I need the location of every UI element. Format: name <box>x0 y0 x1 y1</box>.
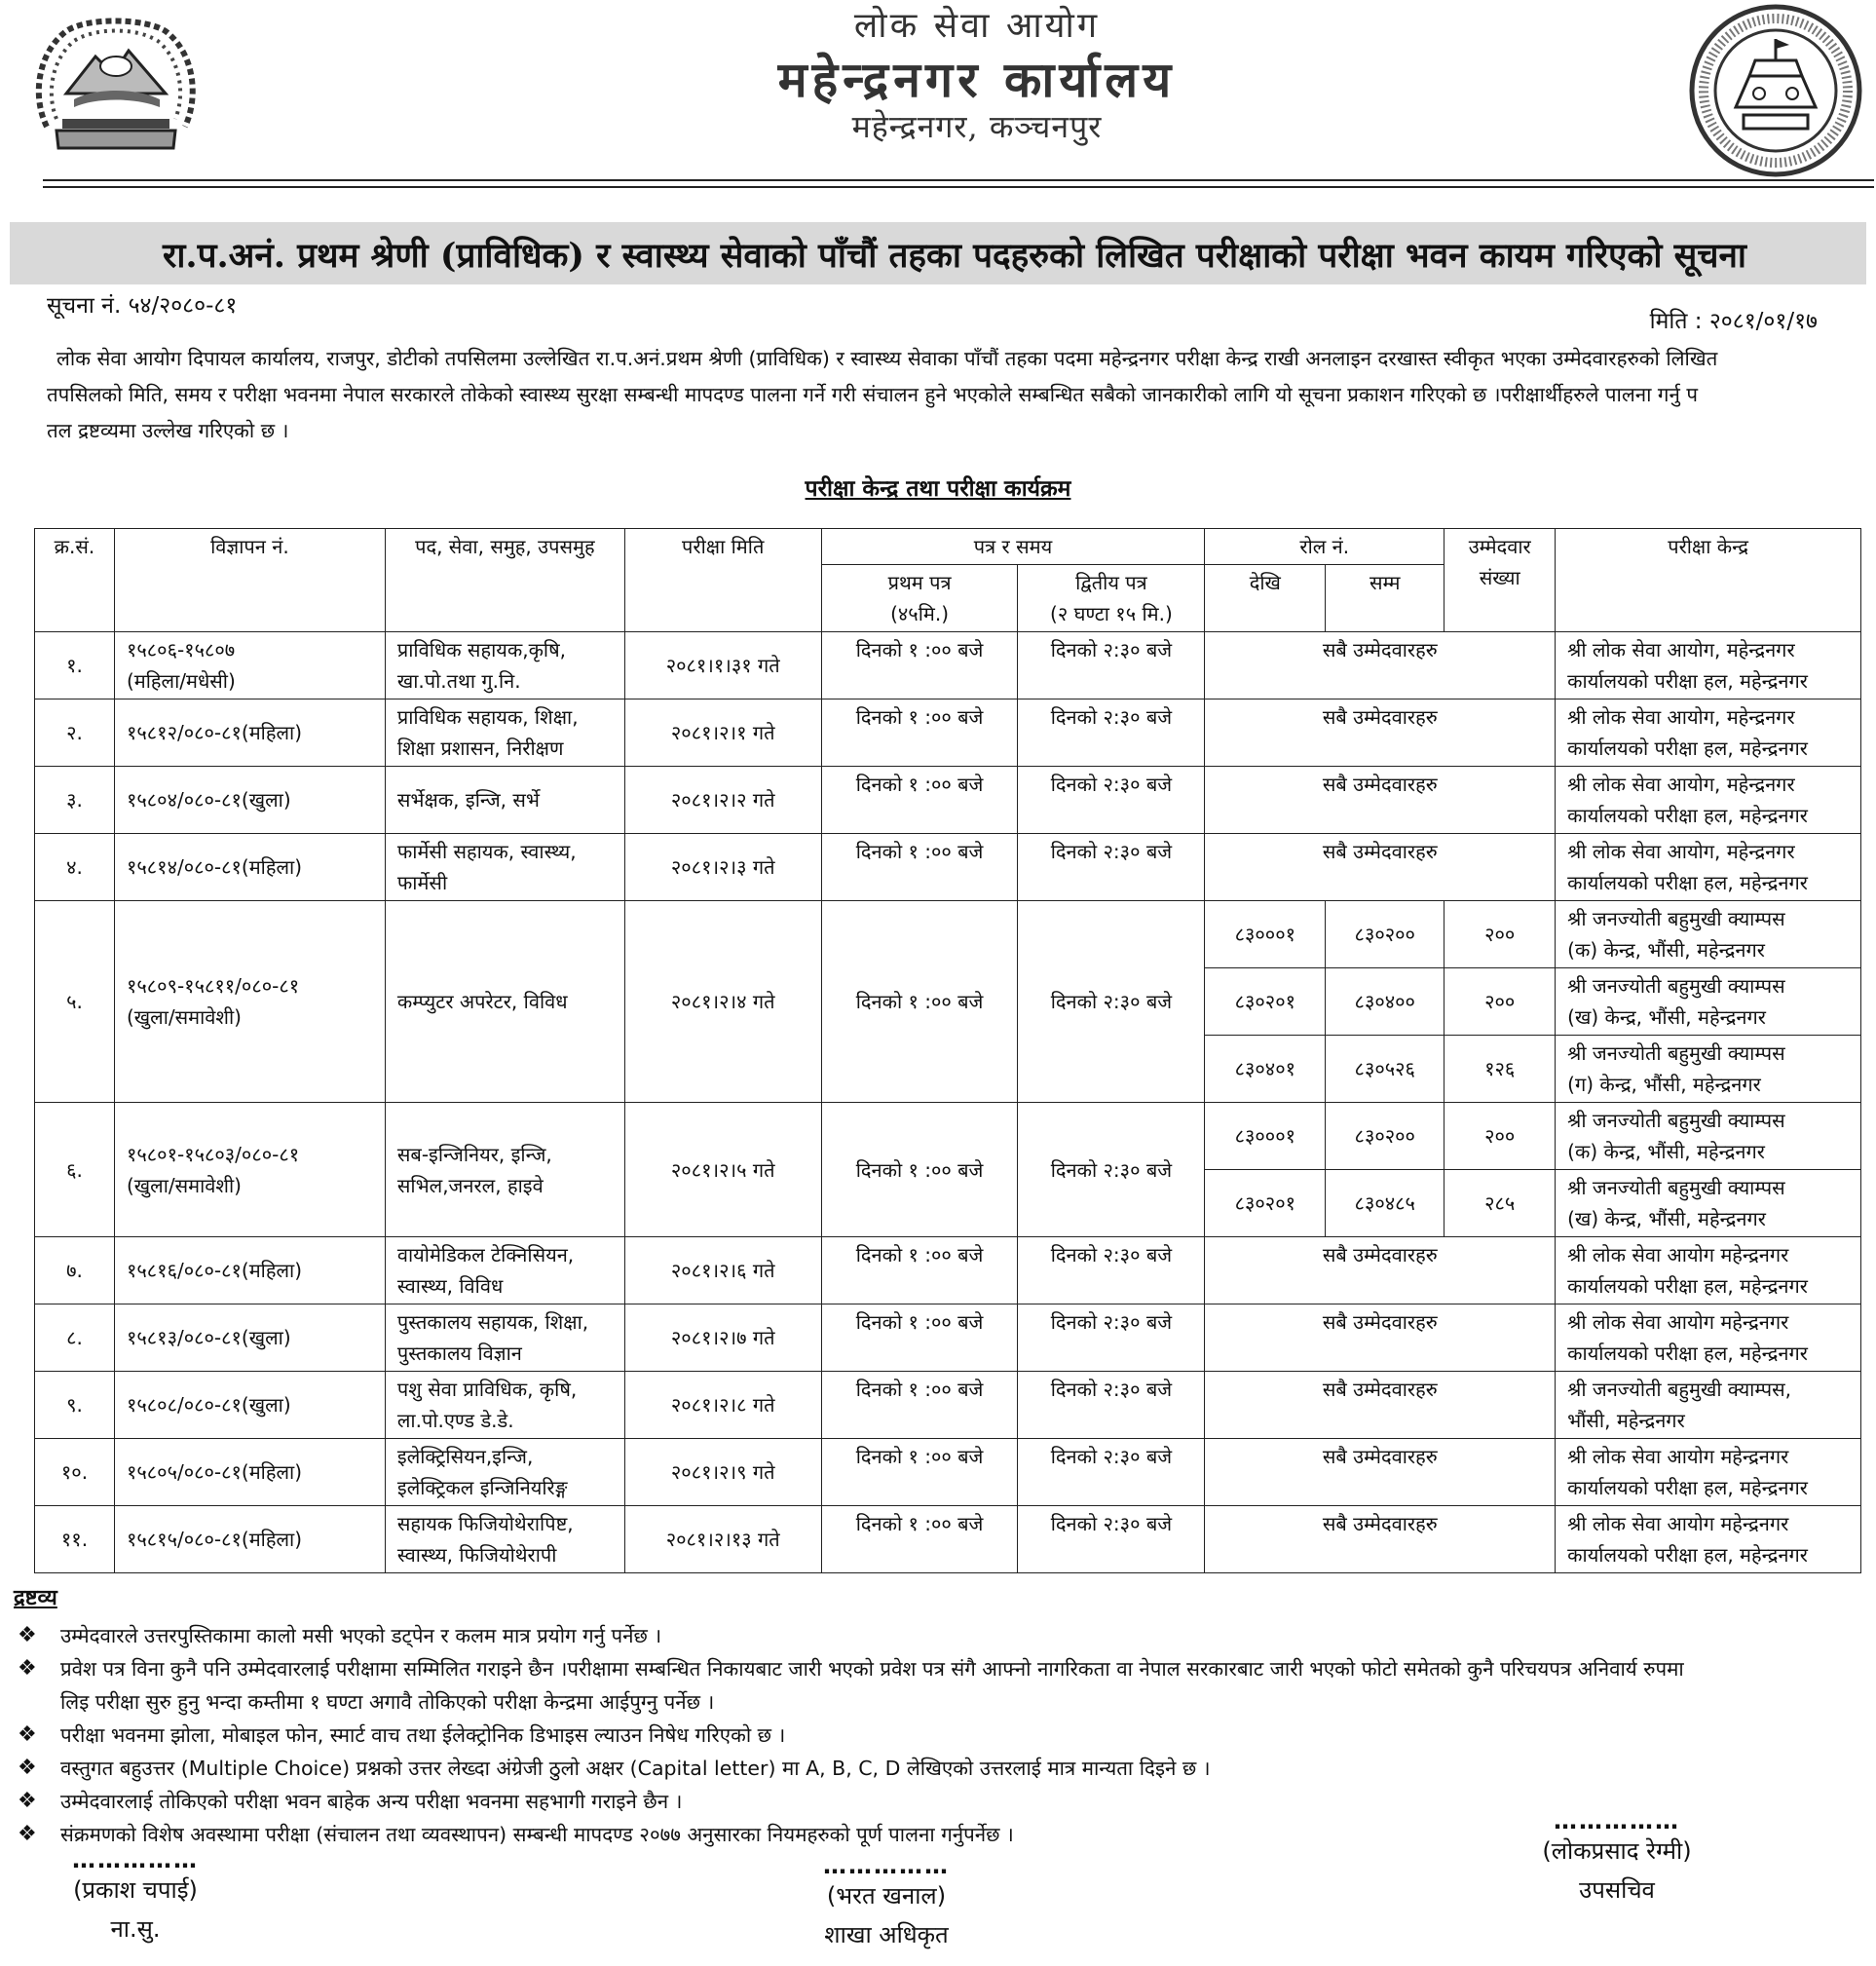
cell-roll-from: ८३०००१ <box>1205 901 1326 968</box>
cell-line: वायोमेडिकल टेक्निसियन, <box>396 1243 575 1267</box>
cell-exam-date: २०८१।२।५ गते <box>624 1103 821 1237</box>
remarks-heading: द्रष्टव्य <box>14 1586 57 1610</box>
cell-roll-to: ८३०४८५ <box>1326 1170 1445 1237</box>
section-title: परीक्षा केन्द्र तथा परीक्षा कार्यक्रम <box>805 476 1071 502</box>
cell-paper1-time: दिनको १ :०० बजे <box>821 767 1018 834</box>
intro-line: तपसिलको मिति, समय र परीक्षा भवनमा नेपाल सरकारले तोकेको स्वास्थ्य सुरक्षा सम्बन्धी मापदण्ड पालना गर्ने गरी संचालन हुने भएकोले सम्बन्धित सबैको जानकारीको लागि यो सूचना प्रकाशन गरिएको छ ।परीक्षार्थीहरुले पालना गर्नु प <box>47 383 1699 406</box>
cell-sn: १. <box>35 632 115 699</box>
cell-line: पुस्तकालय विज्ञान <box>396 1342 522 1365</box>
signatory-title: उपसचिव <box>1579 1876 1655 1904</box>
cell-exam-center <box>1556 1304 1861 1372</box>
col-header-exam-date: परीक्षा मिति <box>624 529 821 632</box>
remark-item <box>18 1752 1868 1785</box>
cell-exam-date: २०८१।२।९ गते <box>624 1439 821 1506</box>
table-row <box>35 699 1861 767</box>
col-header-candidates: उम्मेदवार संख्या <box>1445 529 1556 632</box>
cell-exam-center <box>1556 1170 1861 1237</box>
cell-line: पुस्तकालय सहायक, शिक्षा, <box>396 1310 589 1334</box>
table-row <box>35 1439 1861 1506</box>
cell-line: श्री लोक सेवा आयोग महेन्द्रनगर <box>1567 1445 1789 1468</box>
cell-line: श्री जनज्योती बहुमुखी क्याम्पस, <box>1567 1378 1791 1401</box>
cell-line: श्री लोक सेवा आयोग, महेन्द्रनगर <box>1567 773 1795 796</box>
cell-post <box>385 1103 624 1237</box>
cell-post <box>385 1237 624 1304</box>
cell-line: कार्यालयको परीक्षा हल, महेन्द्रनगर <box>1567 737 1808 760</box>
cell-line: कार्यालयको परीक्षा हल, महेन्द्रनगर <box>1567 1543 1808 1567</box>
cell-adv <box>114 1439 385 1506</box>
col-header-roll-to: सम्म <box>1326 565 1445 632</box>
col-header-paper1: प्रथम पत्र (४५मि.) <box>821 565 1018 632</box>
cell-roll-all: सबै उम्मेदवारहरु <box>1205 1506 1556 1573</box>
cell-sn: २. <box>35 699 115 767</box>
cell-line: श्री जनज्योती बहुमुखी क्याम्पस <box>1567 1176 1785 1199</box>
notice-number: सूचना नं. ५४/२०८०-८१ <box>47 293 238 319</box>
cell-line: प्राविधिक सहायक,कृषि, <box>396 638 567 662</box>
cell-line: १५८१४/०८०-८१(महिला) <box>126 855 303 879</box>
cell-adv <box>114 1506 385 1573</box>
cell-candidate-count: २०० <box>1445 901 1556 968</box>
table-row <box>35 834 1861 901</box>
cell-post <box>385 834 624 901</box>
remark-text: संक्रमणको विशेष अवस्थामा परीक्षा (संचालन तथा व्यवस्थापन) सम्बन्धी मापदण्ड २०७७ अनुसारका नियमहरुको पूर्ण पालना गर्नुपर्नेछ । <box>60 1823 1014 1846</box>
cell-line: (ख) केन्द्र, भौंसी, महेन्द्रनगर <box>1567 1005 1766 1029</box>
signatory-name: (भरत खनाल) <box>826 1882 947 1909</box>
cell-paper2-time: दिनको २:३० बजे <box>1018 1103 1205 1237</box>
cell-line: १५८०८/०८०-८१(खुला) <box>126 1393 291 1417</box>
cell-line: १५८१५/०८०-८१(महिला) <box>126 1528 303 1551</box>
signature-block <box>779 1852 994 1954</box>
cell-line: १५८०९-१५८११/०८०-८१ <box>126 974 300 998</box>
cell-roll-all: सबै उम्मेदवारहरु <box>1205 1237 1556 1304</box>
cell-adv <box>114 1237 385 1304</box>
signature-block <box>43 1846 228 1948</box>
cell-line: श्री लोक सेवा आयोग, महेन्द्रनगर <box>1567 638 1795 662</box>
col-header-paper2: द्वितीय पत्र (२ घण्टा १५ मि.) <box>1018 565 1205 632</box>
cell-paper1-time: दिनको १ :०० बजे <box>821 1506 1018 1573</box>
cell-line: १५८०४/०८०-८१(खुला) <box>126 788 291 812</box>
cell-exam-date: २०८१।२।१ गते <box>624 699 821 767</box>
cell-paper2-time: दिनको २:३० बजे <box>1018 834 1205 901</box>
cell-roll-to: ८३०५२६ <box>1326 1036 1445 1103</box>
cell-line: (क) केन्द्र, भौंसी, महेन्द्रनगर <box>1567 1140 1765 1163</box>
cell-line: १५८०५/०८०-८१(महिला) <box>126 1460 303 1484</box>
header-divider <box>43 179 1874 181</box>
cell-post <box>385 1372 624 1439</box>
cell-line: श्री लोक सेवा आयोग महेन्द्रनगर <box>1567 1310 1789 1334</box>
cell-line: श्री लोक सेवा आयोग महेन्द्रनगर <box>1567 1243 1789 1267</box>
cell-sn: ५. <box>35 901 115 1103</box>
cell-paper2-time: दिनको २:३० बजे <box>1018 1506 1205 1573</box>
cell-line: इलेक्ट्रिसियन,इन्जि, <box>396 1445 534 1468</box>
cell-post <box>385 699 624 767</box>
remark-item <box>18 1719 1868 1752</box>
table-row <box>35 1103 1861 1170</box>
cell-paper2-time: दिनको २:३० बजे <box>1018 1372 1205 1439</box>
table-row <box>35 1372 1861 1439</box>
cell-sn: १०. <box>35 1439 115 1506</box>
remark-text: उम्मेदवारलाई तोकिएको परीक्षा भवन बाहेक अन्य परीक्षा भवनमा सहभागी गराइने छैन । <box>60 1790 683 1813</box>
cell-paper1-time: दिनको १ :०० बजे <box>821 1237 1018 1304</box>
intro-line: तल द्रष्टव्यमा उल्लेख गरिएको छ । <box>47 419 289 442</box>
signature-dots: …………… <box>823 1852 950 1879</box>
cell-post <box>385 1439 624 1506</box>
cell-paper1-time: दिनको १ :०० बजे <box>821 1372 1018 1439</box>
office-location: महेन्द्रनगर, कञ्चनपुर <box>851 108 1103 145</box>
cell-exam-date: २०८१।२।३ गते <box>624 834 821 901</box>
cell-exam-center <box>1556 834 1861 901</box>
cell-sn: ६. <box>35 1103 115 1237</box>
cell-candidate-count: २०० <box>1445 1103 1556 1170</box>
cell-line: पशु सेवा प्राविधिक, कृषि, <box>396 1378 578 1401</box>
cell-line: भौंसी, महेन्द्रनगर <box>1567 1409 1685 1432</box>
cell-exam-date: २०८१।१।३१ गते <box>624 632 821 699</box>
cell-sn: ४. <box>35 834 115 901</box>
table-row <box>35 767 1861 834</box>
cell-line: कार्यालयको परीक्षा हल, महेन्द्रनगर <box>1567 804 1808 827</box>
signatory-name: (लोकप्रसाद रेग्मी) <box>1542 1837 1692 1865</box>
signature-dots: …………… <box>72 1846 199 1873</box>
cell-line: कार्यालयको परीक्षा हल, महेन्द्रनगर <box>1567 1274 1808 1298</box>
cell-paper1-time: दिनको १ :०० बजे <box>821 901 1018 1103</box>
col-header-adv: विज्ञापन नं. <box>114 529 385 632</box>
remark-text: वस्तुगत बहुउत्तर (Multiple Choice) प्रश्नको उत्तर लेख्दा अंग्रेजी ठुलो अक्षर (Capital letter) मा A, B, C, D लेखिएको उत्तरलाई मात्र मान्यता दिइने छ । <box>60 1757 1211 1780</box>
cell-line: कम्प्युटर अपरेटर, विविध <box>396 990 568 1013</box>
cell-adv <box>114 834 385 901</box>
table-row <box>35 632 1861 699</box>
cell-paper1-time: दिनको १ :०० बजे <box>821 1304 1018 1372</box>
cell-post <box>385 901 624 1103</box>
cell-line: सहायक फिजियोथेरापिष्ट, <box>396 1512 574 1535</box>
cell-paper1-time: दिनको १ :०० बजे <box>821 834 1018 901</box>
cell-line: ला.पो.एण्ड डे.डे. <box>396 1409 514 1432</box>
cell-line: (खुला/समावेशी) <box>126 1005 242 1029</box>
col-header-paper-time: पत्र र समय <box>821 529 1205 565</box>
cell-line: शिक्षा प्रशासन, निरीक्षण <box>396 737 564 760</box>
cell-roll-from: ८३०२०१ <box>1205 968 1326 1036</box>
cell-exam-center <box>1556 901 1861 968</box>
office-name: महेन्द्रनगर कार्यालय <box>777 51 1177 108</box>
cell-roll-all: सबै उम्मेदवारहरु <box>1205 699 1556 767</box>
cell-line: खा.पो.तथा गु.नि. <box>396 669 521 693</box>
cell-exam-center <box>1556 1103 1861 1170</box>
table-row <box>35 1304 1861 1372</box>
cell-line: फार्मेसी सहायक, स्वास्थ्य, <box>396 840 577 863</box>
cell-exam-center <box>1556 1372 1861 1439</box>
cell-line: सर्भेक्षक, इन्जि, सर्भे <box>396 788 540 812</box>
cell-exam-center <box>1556 1439 1861 1506</box>
cell-exam-center <box>1556 968 1861 1036</box>
cell-line: (महिला/मधेसी) <box>126 669 236 693</box>
cell-line: श्री जनज्योती बहुमुखी क्याम्पस <box>1567 1109 1785 1132</box>
remark-text: परीक्षा भवनमा झोला, मोबाइल फोन, स्मार्ट वाच तथा ईलेक्ट्रोनिक डिभाइस ल्याउन निषेध गरिएको छ । <box>60 1723 786 1747</box>
signature-dots: …………… <box>1554 1807 1680 1834</box>
table-row <box>35 1237 1861 1304</box>
cell-line: (ग) केन्द्र, भौंसी, महेन्द्रनगर <box>1567 1073 1761 1096</box>
cell-roll-all: सबै उम्मेदवारहरु <box>1205 1304 1556 1372</box>
signatory-title: शाखा अधिकृत <box>824 1921 949 1948</box>
cell-roll-all: सबै उम्मेदवारहरु <box>1205 1372 1556 1439</box>
cell-post <box>385 1506 624 1573</box>
cell-exam-date: २०८१।२।४ गते <box>624 901 821 1103</box>
cell-paper2-time: दिनको २:३० बजे <box>1018 901 1205 1103</box>
cell-roll-to: ८३०४०० <box>1326 968 1445 1036</box>
cell-roll-from: ८३०४०१ <box>1205 1036 1326 1103</box>
cell-adv <box>114 632 385 699</box>
cell-roll-to: ८३०२०० <box>1326 1103 1445 1170</box>
cell-adv <box>114 901 385 1103</box>
cell-sn: ३. <box>35 767 115 834</box>
cell-line: १५८१३/०८०-८१(खुला) <box>126 1326 291 1349</box>
cell-paper2-time: दिनको २:३० बजे <box>1018 699 1205 767</box>
diamond-bullet-icon: ❖ <box>18 1822 37 1846</box>
cell-line: श्री लोक सेवा आयोग, महेन्द्रनगर <box>1567 840 1795 863</box>
diamond-bullet-icon: ❖ <box>18 1756 37 1780</box>
header-divider-2 <box>43 186 1874 188</box>
cell-exam-date: २०८१।२।१३ गते <box>624 1506 821 1573</box>
cell-line: १५८०६-१५८०७ <box>126 638 236 662</box>
exam-schedule-body <box>35 632 1861 1573</box>
cell-paper2-time: दिनको २:३० बजे <box>1018 632 1205 699</box>
remark-text: उम्मेदवारले उत्तरपुस्तिकामा कालो मसी भएको डट्पेन र कलम मात्र प्रयोग गर्नु पर्नेछ । <box>60 1624 662 1647</box>
cell-line: कार्यालयको परीक्षा हल, महेन्द्रनगर <box>1567 1342 1808 1365</box>
signature-block <box>1500 1807 1734 1909</box>
diamond-bullet-icon: ❖ <box>18 1789 37 1813</box>
cell-line: फार्मेसी <box>396 871 448 894</box>
cell-exam-date: २०८१।२।७ गते <box>624 1304 821 1372</box>
cell-line: कार्यालयको परीक्षा हल, महेन्द्रनगर <box>1567 669 1808 693</box>
col-header-center: परीक्षा केन्द्र <box>1556 529 1861 632</box>
cell-adv <box>114 1103 385 1237</box>
cell-adv <box>114 1304 385 1372</box>
remark-item <box>18 1652 1868 1719</box>
diamond-bullet-icon: ❖ <box>18 1656 37 1681</box>
cell-sn: ७. <box>35 1237 115 1304</box>
cell-paper1-time: दिनको १ :०० बजे <box>821 1439 1018 1506</box>
cell-exam-date: २०८१।२।६ गते <box>624 1237 821 1304</box>
remark-text: प्रवेश पत्र विना कुनै पनि उम्मेदवारलाई परीक्षामा सम्मिलित गराइने छैन ।परीक्षामा सम्बन्धित निकायबाट जारी भएको प्रवेश पत्र संगै आफ्नो नागरिकता वा नेपाल सरकारबाट जारी भएको फोटो समेतको कुनै परिचयपत्र अनिवार्य रुपमा <box>60 1657 1684 1681</box>
cell-line: सभिल,जनरल, हाइवे <box>396 1173 544 1197</box>
cell-roll-all: सबै उम्मेदवारहरु <box>1205 834 1556 901</box>
cell-sn: ८. <box>35 1304 115 1372</box>
cell-line: १५८१२/०८०-८१(महिला) <box>126 721 303 744</box>
cell-line: इलेक्ट्रिकल इन्जिनियरिङ्ग <box>396 1476 568 1499</box>
cell-line: श्री जनज्योती बहुमुखी क्याम्पस <box>1567 974 1785 998</box>
cell-exam-center <box>1556 632 1861 699</box>
cell-post <box>385 632 624 699</box>
diamond-bullet-icon: ❖ <box>18 1722 37 1747</box>
cell-roll-all: सबै उम्मेदवारहरु <box>1205 1439 1556 1506</box>
cell-line: श्री लोक सेवा आयोग महेन्द्रनगर <box>1567 1512 1789 1535</box>
intro-paragraph <box>47 341 1868 449</box>
notice-title: रा.प.अनं. प्रथम श्रेणी (प्राविधिक) र स्वास्थ्य सेवाको पाँचौं तहका पदहरुको लिखित परीक्षाको परीक्षा भवन कायम गरिएको सूचना <box>163 236 1746 276</box>
col-header-roll: रोल नं. <box>1205 529 1445 565</box>
cell-paper1-time: दिनको १ :०० बजे <box>821 632 1018 699</box>
cell-line: स्वास्थ्य, विविध <box>396 1274 504 1298</box>
cell-exam-center <box>1556 1036 1861 1103</box>
cell-adv <box>114 1372 385 1439</box>
col-header-post: पद, सेवा, समुह, उपसमुह <box>385 529 624 632</box>
cell-paper2-time: दिनको २:३० बजे <box>1018 767 1205 834</box>
cell-candidate-count: १२६ <box>1445 1036 1556 1103</box>
cell-adv <box>114 767 385 834</box>
cell-paper1-time: दिनको १ :०० बजे <box>821 699 1018 767</box>
cell-post <box>385 1304 624 1372</box>
cell-line: श्री जनज्योती बहुमुखी क्याम्पस <box>1567 1041 1785 1065</box>
diamond-bullet-icon: ❖ <box>18 1623 37 1647</box>
intro-line: लोक सेवा आयोग दिपायल कार्यालय, राजपुर, डोटीको तपसिलमा उल्लेखित रा.प.अनं.प्रथम श्रेणी (प्राविधिक) र स्वास्थ्य सेवाका पाँचौं तहका पदमा महेन्द्रनगर परीक्षा केन्द्र राखी अनलाइन दरखास्त स्वीकृत भएका उम्मेदवारहरुको लिखित <box>56 347 1718 370</box>
cell-exam-center <box>1556 1506 1861 1573</box>
table-row <box>35 1506 1861 1573</box>
cell-line: श्री लोक सेवा आयोग, महेन्द्रनगर <box>1567 705 1795 729</box>
col-header-roll-from: देखि <box>1205 565 1326 632</box>
cell-line: (क) केन्द्र, भौंसी, महेन्द्रनगर <box>1567 938 1765 962</box>
signatory-title: ना.सु. <box>110 1915 161 1943</box>
signatory-name: (प्रकाश चपाई) <box>73 1876 198 1904</box>
cell-exam-center <box>1556 699 1861 767</box>
org-name: लोक सेवा आयोग <box>853 6 1101 46</box>
cell-roll-to: ८३०२०० <box>1326 901 1445 968</box>
cell-paper2-time: दिनको २:३० बजे <box>1018 1304 1205 1372</box>
cell-paper1-time: दिनको १ :०० बजे <box>821 1103 1018 1237</box>
cell-line: कार्यालयको परीक्षा हल, महेन्द्रनगर <box>1567 1476 1808 1499</box>
cell-line: १५८१६/०८०-८१(महिला) <box>126 1259 303 1282</box>
cell-roll-from: ८३०२०१ <box>1205 1170 1326 1237</box>
cell-roll-all: सबै उम्मेदवारहरु <box>1205 767 1556 834</box>
notice-date: मिति : २०८१/०१/१७ <box>1649 309 1818 334</box>
cell-candidate-count: २८५ <box>1445 1170 1556 1237</box>
cell-line: सब-इन्जिनियर, इन्जि, <box>396 1142 552 1166</box>
cell-paper2-time: दिनको २:३० बजे <box>1018 1237 1205 1304</box>
exam-schedule-table <box>34 528 1861 1573</box>
cell-line: कार्यालयको परीक्षा हल, महेन्द्रनगर <box>1567 871 1808 894</box>
cell-line: १५८०१-१५८०३/०८०-८१ <box>126 1142 300 1166</box>
cell-exam-center <box>1556 767 1861 834</box>
remark-item <box>18 1619 1868 1652</box>
cell-exam-date: २०८१।२।८ गते <box>624 1372 821 1439</box>
remark-text: लिइ परीक्षा सुरु हुनु भन्दा कम्तीमा १ घण्टा अगावै तोकिएको परीक्षा केन्द्रमा आईपुग्नु पर्नेछ । <box>60 1690 715 1714</box>
cell-line: (खुला/समावेशी) <box>126 1173 242 1197</box>
cell-paper2-time: दिनको २:३० बजे <box>1018 1439 1205 1506</box>
cell-roll-from: ८३०००१ <box>1205 1103 1326 1170</box>
table-row <box>35 901 1861 968</box>
cell-line: (ख) केन्द्र, भौंसी, महेन्द्रनगर <box>1567 1207 1766 1230</box>
cell-roll-all: सबै उम्मेदवारहरु <box>1205 632 1556 699</box>
cell-line: स्वास्थ्य, फिजियोथेरापी <box>396 1543 557 1567</box>
cell-candidate-count: २०० <box>1445 968 1556 1036</box>
cell-adv <box>114 699 385 767</box>
cell-line: श्री जनज्योती बहुमुखी क्याम्पस <box>1567 907 1785 930</box>
cell-line: प्राविधिक सहायक, शिक्षा, <box>396 705 579 729</box>
cell-sn: ११. <box>35 1506 115 1573</box>
cell-post <box>385 767 624 834</box>
cell-exam-center <box>1556 1237 1861 1304</box>
col-header-sn: क्र.सं. <box>35 529 115 632</box>
cell-sn: ९. <box>35 1372 115 1439</box>
cell-exam-date: २०८१।२।२ गते <box>624 767 821 834</box>
